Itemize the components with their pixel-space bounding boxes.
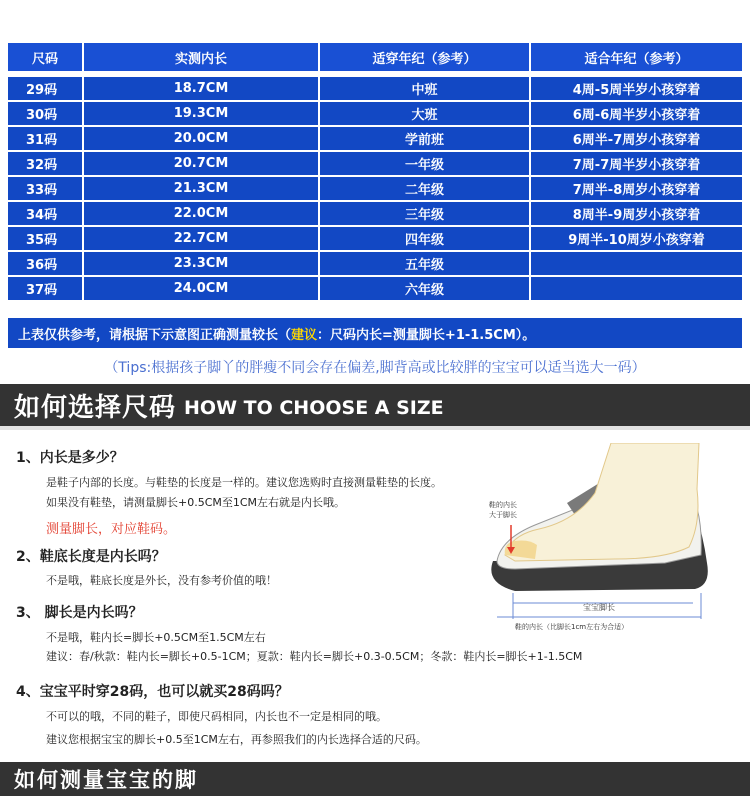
- age-cell: 6周-6周半岁小孩穿着: [531, 102, 742, 125]
- table-row: [8, 227, 742, 250]
- header-inner-length: 实测内长: [84, 43, 318, 71]
- size-cell: 34码: [8, 202, 82, 225]
- faq-answer-1b: 如果没有鞋垫，请测量脚长+0.5CM至1CM左右就是内长哦。: [46, 496, 346, 509]
- grade-cell: 六年级: [320, 277, 529, 300]
- label-inner-length-2: 大于脚长: [489, 511, 517, 519]
- age-cell: 8周半-9周岁小孩穿着: [531, 202, 742, 225]
- inner-length-cell: 24.0CM: [84, 277, 318, 300]
- inner-length-cell: 20.7CM: [84, 152, 318, 175]
- table-row: [8, 177, 742, 200]
- size-cell: 32码: [8, 152, 82, 175]
- header-grade: 适穿年纪（参考）: [320, 43, 529, 71]
- grade-cell: 中班: [320, 77, 529, 100]
- table-row: [8, 102, 742, 125]
- faq-answer-1-highlight: 测量脚长，对应鞋码。: [46, 522, 177, 537]
- age-cell: 6周半-7周岁小孩穿着: [531, 127, 742, 150]
- inner-length-cell: 23.3CM: [84, 252, 318, 275]
- age-cell: 4周-5周半岁小孩穿着: [531, 77, 742, 100]
- tips-text: （Tips:根据孩子脚丫的胖瘦不同会存在偏差,脚背高或比较胖的宝宝可以适当选大一码）: [104, 360, 646, 376]
- grade-cell: 三年级: [320, 202, 529, 225]
- faq-question-4: 4、宝宝平时穿28码，也可以就买28码吗？: [16, 684, 289, 700]
- table-row: [8, 277, 742, 300]
- size-cell: 33码: [8, 177, 82, 200]
- size-cell: 29码: [8, 77, 82, 100]
- faq-answer-4a: 不可以的哦，不同的鞋子，即使尺码相同，内长也不一定是相同的哦。: [46, 710, 387, 723]
- inner-length-cell: 22.7CM: [84, 227, 318, 250]
- grade-cell: 大班: [320, 102, 529, 125]
- inner-length-cell: 21.3CM: [84, 177, 318, 200]
- grade-cell: 五年级: [320, 252, 529, 275]
- faq-answer-4b: 建议您根据宝宝的脚长+0.5至1CM左右，再参照我们的内长选择合适的尺码。: [46, 733, 427, 746]
- section-title-cn: 如何选择尺码: [14, 392, 177, 423]
- faq-answer-3b: 建议：春/秋款：鞋内长=脚长+0.5-1CM；夏款：鞋内长=脚长+0.3-0.5CM；冬款：鞋内长=脚长+1-1.5CM: [46, 650, 583, 663]
- header-age: 适合年纪（参考）: [531, 43, 742, 71]
- inner-length-cell: 18.7CM: [84, 77, 318, 100]
- table-row: [8, 202, 742, 225]
- note-prefix: 上表仅供参考，请根据下示意图正确测量较长（: [18, 327, 292, 343]
- faq-question-3: 3、 脚长是内长吗？: [16, 605, 143, 621]
- size-table: [8, 43, 742, 302]
- age-cell: 9周半-10周岁小孩穿着: [531, 227, 742, 250]
- note-highlight: 建议: [291, 327, 318, 343]
- size-cell: 35码: [8, 227, 82, 250]
- faq-question-1: 1、内长是多少？: [16, 450, 124, 466]
- grade-cell: 二年级: [320, 177, 529, 200]
- bottom-banner-title: 如何测量宝宝的脚: [14, 768, 198, 792]
- age-cell: 7周半-8周岁小孩穿着: [531, 177, 742, 200]
- note-suffix: ：尺码内长=测量脚长+1-1.5CM）。: [317, 327, 536, 343]
- inner-length-cell: 20.0CM: [84, 127, 318, 150]
- grade-cell: 学前班: [320, 127, 529, 150]
- size-cell: 30码: [8, 102, 82, 125]
- age-cell: 7周-7周半岁小孩穿着: [531, 152, 742, 175]
- label-foot-length: 宝宝脚长: [583, 603, 615, 612]
- size-cell: 37码: [8, 277, 82, 300]
- faq-answer-1a: 是鞋子内部的长度。与鞋垫的长度是一样的。建议您选购时直接测量鞋垫的长度。: [46, 476, 442, 489]
- size-note: [8, 318, 742, 348]
- bottom-banner: [0, 762, 750, 796]
- faq-answer-2: 不是哦，鞋底长度是外长，没有参考价值的哦！: [46, 574, 277, 587]
- inner-length-cell: 22.0CM: [84, 202, 318, 225]
- label-shoe-inner-length: 鞋的内长（比脚长1cm左右为合适）: [515, 623, 629, 631]
- section-title-en: HOW TO CHOOSE A SIZE: [184, 397, 444, 419]
- label-inner-length-1: 鞋的内长: [489, 501, 517, 509]
- header-size: 尺码: [8, 43, 82, 71]
- table-row: [8, 252, 742, 275]
- section-title-banner: [0, 384, 750, 430]
- table-row: [8, 77, 742, 100]
- age-cell: [531, 277, 742, 300]
- table-row: [8, 127, 742, 150]
- table-row: [8, 152, 742, 175]
- grade-cell: 一年级: [320, 152, 529, 175]
- age-cell: [531, 252, 742, 275]
- shoe-measurement-illustration: [475, 443, 745, 633]
- size-cell: 31码: [8, 127, 82, 150]
- faq-answer-3a: 不是哦，鞋内长=脚长+0.5CM至1.5CM左右: [46, 631, 266, 644]
- size-cell: 36码: [8, 252, 82, 275]
- faq-question-2: 2、鞋底长度是内长吗？: [16, 549, 166, 565]
- inner-length-cell: 19.3CM: [84, 102, 318, 125]
- grade-cell: 四年级: [320, 227, 529, 250]
- size-table-header: [8, 43, 742, 71]
